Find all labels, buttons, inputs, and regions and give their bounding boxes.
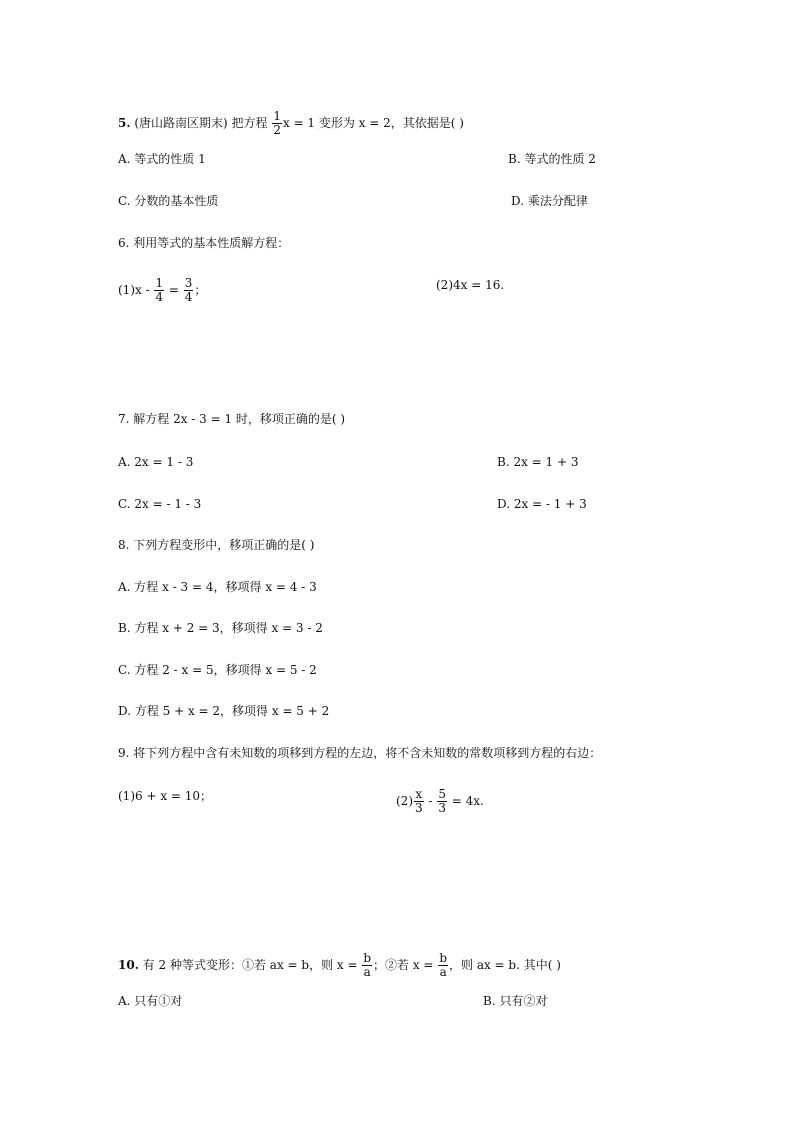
fraction: $\frac{5}{3}$ [438,787,446,815]
equation-text: ； [194,283,207,297]
question-text: ，则 ax = b. 其中( ) [449,958,561,972]
question-6-part-2: (2)4x = 16. [436,278,505,292]
question-9-part-1: (1)6 + x = 10； [118,789,213,803]
option-b: B. 2x = 1 + 3 [497,455,579,469]
option-a: A. 2x = 1 - 3 [118,455,194,469]
fraction: $\frac{3}{4}$ [184,276,193,304]
option-d: D. 2x = - 1 + 3 [497,497,587,511]
option-c: C. 2x = - 1 - 3 [118,497,202,511]
question-6-part-1 [118,277,206,304]
question-number: 5. [118,116,131,130]
fraction: $\frac{1}{2}$ [273,109,281,137]
option-a: A. 方程 x - 3 = 4，移项得 x = 4 - 3 [118,580,317,594]
fraction: $\frac{b}{a}$ [439,951,447,979]
question-number: 10. [118,958,139,972]
fraction: $\frac{b}{a}$ [363,951,372,979]
question-7: 7. 解方程 2x - 3 = 1 时，移项正确的是( ) [118,412,346,426]
equation-text: = [165,283,183,297]
option-a: A. 等式的性质 1 [118,152,206,166]
option-d: D. 乘法分配律 [511,194,588,208]
question-6: 6. 利用等式的基本性质解方程： [118,236,290,250]
option-b: B. 只有②对 [483,994,548,1008]
question-text: 有 2 种等式变形：①若 ax = b，则 x = [138,958,362,972]
equation-text: (1)x - [118,283,154,297]
fraction: $\frac{1}{4}$ [155,276,164,304]
option-b: B. 方程 x + 2 = 3，移项得 x = 3 - 2 [118,621,323,635]
question-5 [118,110,464,137]
question-text: ；②若 x = [373,958,438,972]
fraction: $\frac{x}{3}$ [415,787,423,815]
option-c: C. 分数的基本性质 [118,194,219,208]
question-10 [118,952,561,979]
option-d: D. 方程 5 + x = 2，移项得 x = 5 + 2 [118,704,330,718]
question-9-part-2 [396,788,484,815]
equation-text: (2) [396,794,413,808]
option-a: A. 只有①对 [118,994,183,1008]
question-text: x = 1 变形为 x = 2，其依据是( ) [282,116,464,130]
question-8: 8. 下列方程变形中，移项正确的是( ) [118,538,315,552]
question-9: 9. 将下列方程中含有未知数的项移到方程的左边，将不含未知数的常数项移到方程的右边： [118,746,602,760]
option-b: B. 等式的性质 2 [508,152,596,166]
question-text: (唐山路南区期末) 把方程 [130,116,272,130]
equation-text: - [424,794,437,808]
option-c: C. 方程 2 - x = 5，移项得 x = 5 - 2 [118,663,317,677]
equation-text: = 4x. [447,794,484,808]
